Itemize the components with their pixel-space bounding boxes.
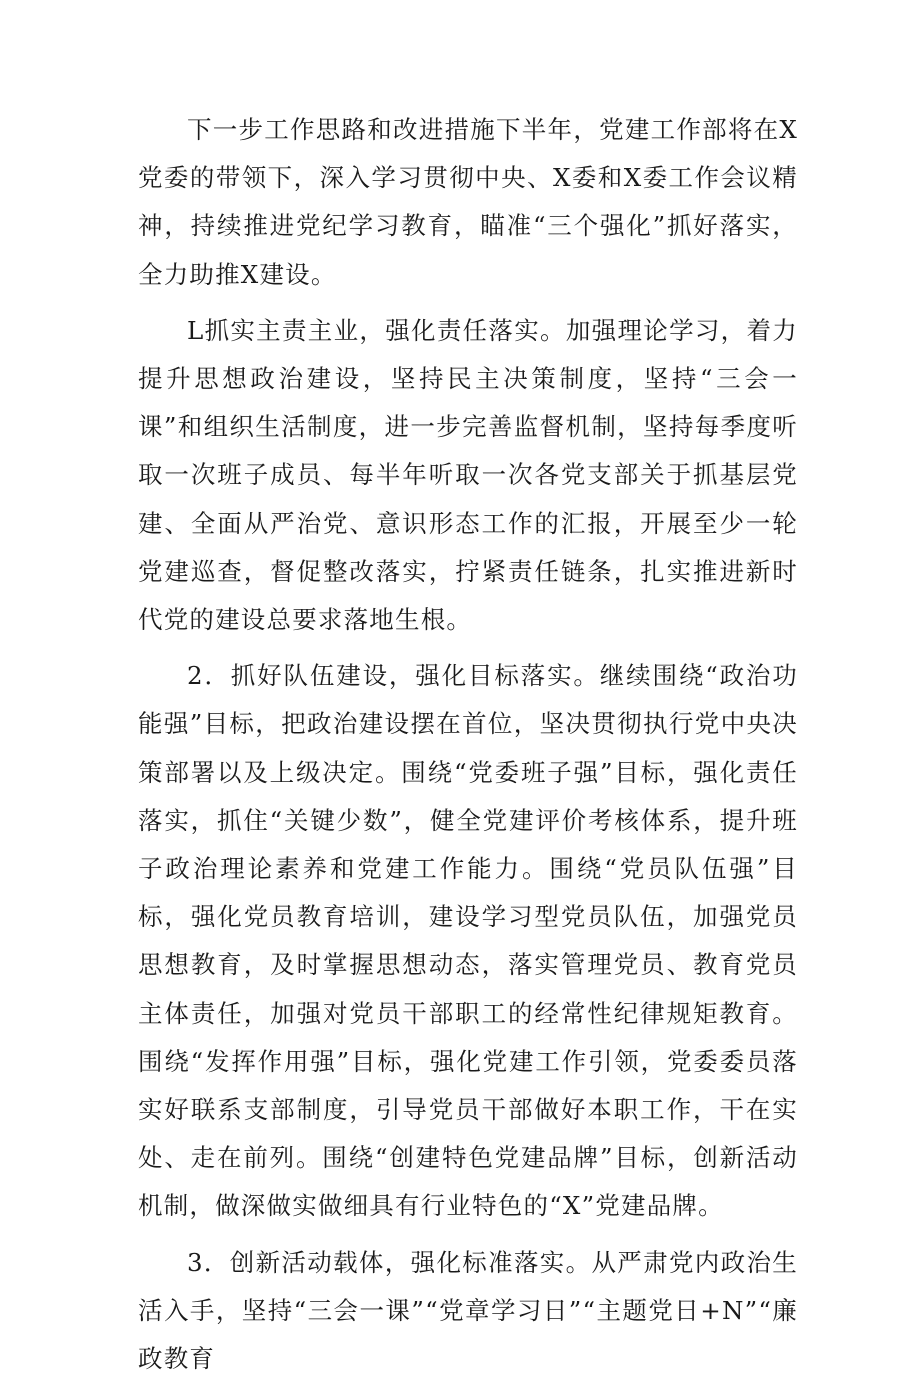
paragraph-item-2: 2．抓好队伍建设，强化目标落实。继续围绕“政治功能强”目标，把政治建设摆在首位，坚决贯彻执行党中央决策部署以及上级决定。围绕“党委班子强”目标，强化责任落实，抓住“关键少数”，健全党建评价考核体系，提升班子政治理论素养和党建工作能力。围绕“党员队伍强”目标，强化党员教育培训，建设学习型党员队伍，加强党员思想教育，及时掌握思想动态，落实管理党员、教育党员主体责任，加强对党员干部职工的经常性纪律规矩教育。围绕“发挥作用强”目标，强化党建工作引领，党委委员落实好联系支部制度，引导党员干部做好本职工作，干在实处、走在前列。围绕“创建特色党建品牌”目标，创新活动机制，做深做实做细具有行业特色的“X”党建品牌。 <box>138 661 798 1221</box>
paragraph-item-1: L抓实主责主业，强化责任落实。加强理论学习，着力提升思想政治建设，坚持民主决策制度，坚持“三会一课”和组织生活制度，进一步完善监督机制，坚持每季度听取一次班子成员、每半年听取一次各党支部关于抓基层党建、全面从严治党、意识形态工作的汇报，开展至少一轮党建巡查，督促整改落实，拧紧责任链条，扎实推进新时代党的建设总要求落地生根。 <box>138 315 798 635</box>
paragraph-item-3: 3．创新活动载体，强化标准落实。从严肃党内政治生活入手，坚持“三会一课”“党章学习日”“主题党日+N”“廉政教育 <box>138 1247 798 1374</box>
document-body <box>138 106 798 1383</box>
paragraph-intro: 下一步工作思路和改进措施下半年，党建工作部将在X党委的带领下，深入学习贯彻中央、X委和X委工作会议精神，持续推进党纪学习教育，瞄准“三个强化”抓好落实，全力助推X建设。 <box>138 115 798 289</box>
